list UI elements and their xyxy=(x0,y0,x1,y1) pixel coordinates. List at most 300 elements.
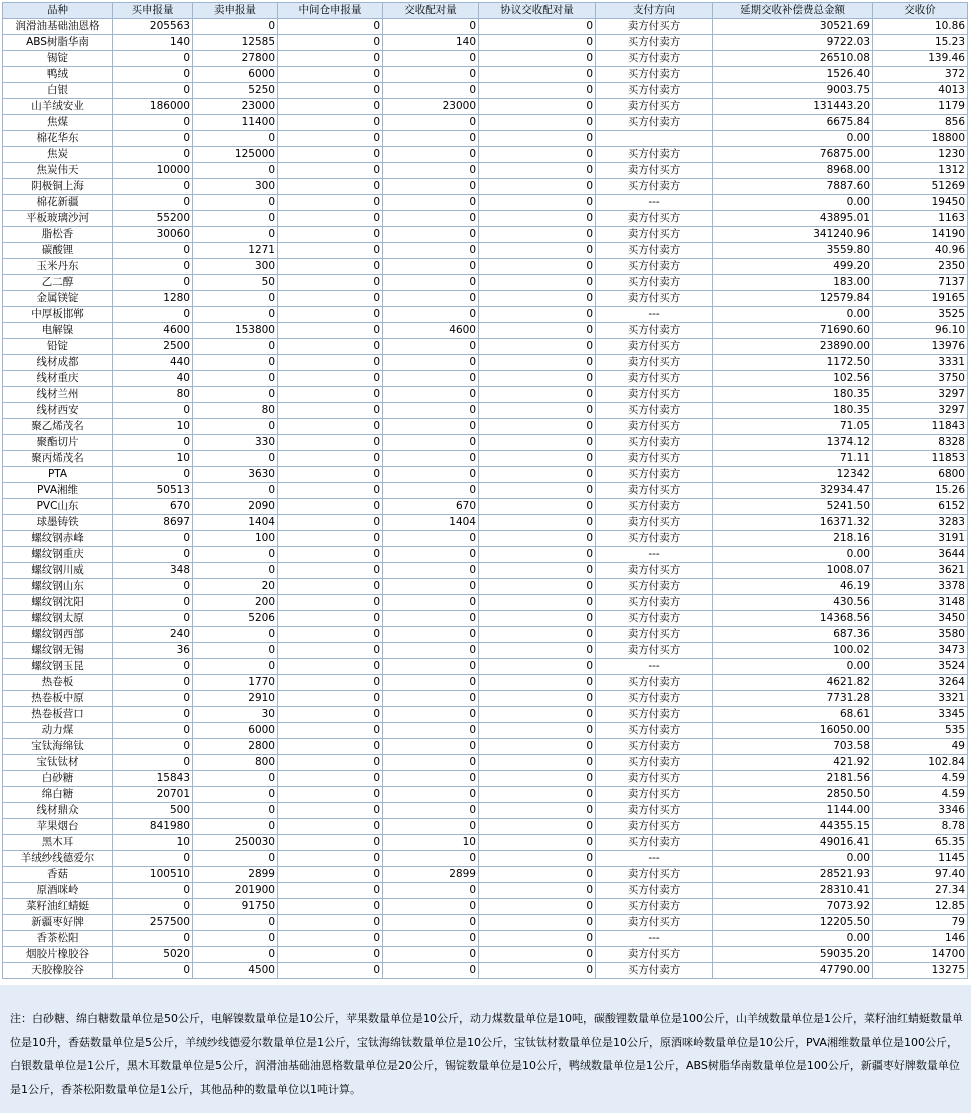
cell-variety: 棉花华东 xyxy=(3,131,113,147)
cell-compensation-total: 421.92 xyxy=(713,755,873,771)
cell-variety: 天胶橡胶谷 xyxy=(3,963,113,979)
cell-compensation-total: 102.56 xyxy=(713,371,873,387)
cell-buy-declared: 0 xyxy=(113,755,193,771)
cell-intermediate-declared: 0 xyxy=(278,323,383,339)
cell-sell-declared: 200 xyxy=(193,595,278,611)
cell-intermediate-declared: 0 xyxy=(278,131,383,147)
cell-matched-quantity: 0 xyxy=(383,595,479,611)
cell-matched-quantity: 0 xyxy=(383,67,479,83)
cell-sell-declared: 12585 xyxy=(193,35,278,51)
cell-intermediate-declared: 0 xyxy=(278,355,383,371)
table-row xyxy=(3,227,968,243)
cell-settlement-price: 3750 xyxy=(873,371,968,387)
table-row xyxy=(3,99,968,115)
cell-agreement-matched: 0 xyxy=(479,179,596,195)
cell-payment-direction: 卖方付买方 xyxy=(596,787,713,803)
table-row xyxy=(3,307,968,323)
cell-settlement-price: 1230 xyxy=(873,147,968,163)
cell-compensation-total: 28310.41 xyxy=(713,883,873,899)
cell-intermediate-declared: 0 xyxy=(278,579,383,595)
table-row xyxy=(3,323,968,339)
cell-payment-direction: 买方付卖方 xyxy=(596,755,713,771)
cell-agreement-matched: 0 xyxy=(479,355,596,371)
cell-matched-quantity: 0 xyxy=(383,627,479,643)
cell-payment-direction: 卖方付买方 xyxy=(596,819,713,835)
cell-variety: 阴极铜上海 xyxy=(3,179,113,195)
cell-compensation-total: 76875.00 xyxy=(713,147,873,163)
cell-agreement-matched: 0 xyxy=(479,675,596,691)
cell-settlement-price: 13976 xyxy=(873,339,968,355)
cell-sell-declared: 0 xyxy=(193,195,278,211)
cell-sell-declared: 91750 xyxy=(193,899,278,915)
table-row xyxy=(3,291,968,307)
cell-payment-direction: 买方付卖方 xyxy=(596,115,713,131)
cell-intermediate-declared: 0 xyxy=(278,499,383,515)
cell-intermediate-declared: 0 xyxy=(278,531,383,547)
cell-sell-declared: 0 xyxy=(193,787,278,803)
cell-variety: 羊绒纱线德爱尔 xyxy=(3,851,113,867)
cell-settlement-price: 15.26 xyxy=(873,483,968,499)
cell-sell-declared: 0 xyxy=(193,851,278,867)
cell-agreement-matched: 0 xyxy=(479,691,596,707)
cell-settlement-price: 7137 xyxy=(873,275,968,291)
cell-intermediate-declared: 0 xyxy=(278,451,383,467)
cell-sell-declared: 0 xyxy=(193,627,278,643)
cell-compensation-total: 703.58 xyxy=(713,739,873,755)
cell-agreement-matched: 0 xyxy=(479,739,596,755)
cell-payment-direction: 买方付卖方 xyxy=(596,147,713,163)
cell-agreement-matched: 0 xyxy=(479,547,596,563)
cell-compensation-total: 43895.01 xyxy=(713,211,873,227)
cell-intermediate-declared: 0 xyxy=(278,915,383,931)
cell-sell-declared: 30 xyxy=(193,707,278,723)
cell-buy-declared: 10000 xyxy=(113,163,193,179)
cell-agreement-matched: 0 xyxy=(479,499,596,515)
cell-buy-declared: 8697 xyxy=(113,515,193,531)
cell-payment-direction: 买方付卖方 xyxy=(596,243,713,259)
cell-intermediate-declared: 0 xyxy=(278,483,383,499)
cell-matched-quantity: 140 xyxy=(383,35,479,51)
cell-intermediate-declared: 0 xyxy=(278,227,383,243)
cell-sell-declared: 0 xyxy=(193,819,278,835)
table-row xyxy=(3,675,968,691)
header-buy-declared: 买申报量 xyxy=(113,3,193,19)
settlement-table xyxy=(2,2,968,979)
cell-matched-quantity: 0 xyxy=(383,115,479,131)
cell-intermediate-declared: 0 xyxy=(278,643,383,659)
cell-matched-quantity: 0 xyxy=(383,883,479,899)
cell-buy-declared: 10 xyxy=(113,835,193,851)
cell-settlement-price: 12.85 xyxy=(873,899,968,915)
cell-buy-declared: 0 xyxy=(113,611,193,627)
cell-agreement-matched: 0 xyxy=(479,515,596,531)
cell-variety: 苹果烟台 xyxy=(3,819,113,835)
cell-variety: 玉米丹东 xyxy=(3,259,113,275)
cell-buy-declared: 140 xyxy=(113,35,193,51)
cell-settlement-price: 6800 xyxy=(873,467,968,483)
cell-sell-declared: 800 xyxy=(193,755,278,771)
cell-sell-declared: 300 xyxy=(193,259,278,275)
cell-buy-declared: 841980 xyxy=(113,819,193,835)
table-row xyxy=(3,835,968,851)
cell-intermediate-declared: 0 xyxy=(278,883,383,899)
cell-buy-declared: 0 xyxy=(113,675,193,691)
cell-payment-direction: --- xyxy=(596,307,713,323)
table-row xyxy=(3,627,968,643)
cell-sell-declared: 2800 xyxy=(193,739,278,755)
cell-buy-declared: 0 xyxy=(113,547,193,563)
table-row xyxy=(3,531,968,547)
cell-settlement-price: 40.96 xyxy=(873,243,968,259)
cell-buy-declared: 240 xyxy=(113,627,193,643)
cell-matched-quantity: 0 xyxy=(383,131,479,147)
cell-buy-declared: 0 xyxy=(113,83,193,99)
cell-buy-declared: 5020 xyxy=(113,947,193,963)
cell-sell-declared: 0 xyxy=(193,355,278,371)
cell-settlement-price: 10.86 xyxy=(873,19,968,35)
cell-sell-declared: 0 xyxy=(193,643,278,659)
cell-intermediate-declared: 0 xyxy=(278,99,383,115)
cell-matched-quantity: 0 xyxy=(383,371,479,387)
table-row xyxy=(3,243,968,259)
cell-settlement-price: 4.59 xyxy=(873,771,968,787)
cell-agreement-matched: 0 xyxy=(479,419,596,435)
cell-matched-quantity: 0 xyxy=(383,83,479,99)
cell-matched-quantity: 0 xyxy=(383,179,479,195)
cell-sell-declared: 0 xyxy=(193,131,278,147)
cell-matched-quantity: 670 xyxy=(383,499,479,515)
header-settlement-price: 交收价 xyxy=(873,3,968,19)
cell-settlement-price: 3450 xyxy=(873,611,968,627)
cell-buy-declared: 30060 xyxy=(113,227,193,243)
cell-settlement-price: 79 xyxy=(873,915,968,931)
cell-matched-quantity: 1404 xyxy=(383,515,479,531)
cell-settlement-price: 51269 xyxy=(873,179,968,195)
cell-settlement-price: 1163 xyxy=(873,211,968,227)
cell-variety: 新疆枣好牌 xyxy=(3,915,113,931)
cell-settlement-price: 3346 xyxy=(873,803,968,819)
cell-variety: 脂松香 xyxy=(3,227,113,243)
cell-sell-declared: 6000 xyxy=(193,67,278,83)
table-row xyxy=(3,643,968,659)
cell-sell-declared: 201900 xyxy=(193,883,278,899)
cell-settlement-price: 139.46 xyxy=(873,51,968,67)
cell-matched-quantity: 0 xyxy=(383,643,479,659)
cell-compensation-total: 7731.28 xyxy=(713,691,873,707)
cell-agreement-matched: 0 xyxy=(479,483,596,499)
cell-intermediate-declared: 0 xyxy=(278,867,383,883)
cell-compensation-total: 30521.69 xyxy=(713,19,873,35)
cell-compensation-total: 0.00 xyxy=(713,307,873,323)
cell-matched-quantity: 0 xyxy=(383,163,479,179)
footnote: 注：白砂糖、绵白糖数量单位是50公斤，电解镍数量单位是10公斤，苹果数量单位是10公斤，动力煤数量单位是10吨，碳酸锂数量单位是100公斤，山羊绒数量单位是1公斤，菜籽油红蜻蜓数量单位是10升，香菇数量单位是5公斤，羊绒纱线德爱尔数量单位是1公斤，宝钛海绵钛数量单位是10公斤，宝钛钛材数量单位是10公斤，原酒咪岭数量单位是10公斤，PVA湘维数量单位是100公斤，白银数量单位是1公斤，黑木耳数量单位是5公斤，润滑油基础油恩格数量单位是20公斤，锡锭数量单位是10公斤，鸭绒数量单位是1公斤，ABS树脂华南数量单位是100公斤，新疆枣好牌数量单位是1公斤，香茶松阳数量单位是1公斤，其他品种的数量单位以1吨计算。 xyxy=(0,985,971,1113)
cell-compensation-total: 8968.00 xyxy=(713,163,873,179)
cell-agreement-matched: 0 xyxy=(479,195,596,211)
table-body xyxy=(3,19,968,979)
cell-settlement-price: 2350 xyxy=(873,259,968,275)
cell-compensation-total: 59035.20 xyxy=(713,947,873,963)
table-row xyxy=(3,211,968,227)
cell-sell-declared: 0 xyxy=(193,419,278,435)
cell-matched-quantity: 4600 xyxy=(383,323,479,339)
cell-payment-direction: 卖方付买方 xyxy=(596,99,713,115)
cell-compensation-total: 32934.47 xyxy=(713,483,873,499)
cell-intermediate-declared: 0 xyxy=(278,611,383,627)
cell-agreement-matched: 0 xyxy=(479,435,596,451)
cell-compensation-total: 1374.12 xyxy=(713,435,873,451)
cell-sell-declared: 0 xyxy=(193,307,278,323)
cell-compensation-total: 341240.96 xyxy=(713,227,873,243)
cell-payment-direction: 买方付卖方 xyxy=(596,259,713,275)
cell-settlement-price: 3297 xyxy=(873,403,968,419)
cell-sell-declared: 0 xyxy=(193,931,278,947)
cell-matched-quantity: 0 xyxy=(383,387,479,403)
cell-agreement-matched: 0 xyxy=(479,323,596,339)
cell-intermediate-declared: 0 xyxy=(278,755,383,771)
cell-buy-declared: 0 xyxy=(113,931,193,947)
cell-compensation-total: 218.16 xyxy=(713,531,873,547)
cell-compensation-total: 68.61 xyxy=(713,707,873,723)
cell-payment-direction: 买方付卖方 xyxy=(596,739,713,755)
cell-buy-declared: 0 xyxy=(113,147,193,163)
cell-intermediate-declared: 0 xyxy=(278,835,383,851)
cell-sell-declared: 0 xyxy=(193,659,278,675)
cell-buy-declared: 0 xyxy=(113,659,193,675)
cell-variety: 螺纹钢无锡 xyxy=(3,643,113,659)
cell-variety: 聚酯切片 xyxy=(3,435,113,451)
cell-compensation-total: 16050.00 xyxy=(713,723,873,739)
cell-matched-quantity: 0 xyxy=(383,211,479,227)
cell-buy-declared: 0 xyxy=(113,131,193,147)
cell-variety: 棉花新疆 xyxy=(3,195,113,211)
cell-buy-declared: 36 xyxy=(113,643,193,659)
cell-payment-direction: 买方付卖方 xyxy=(596,323,713,339)
cell-payment-direction: --- xyxy=(596,931,713,947)
cell-buy-declared: 50513 xyxy=(113,483,193,499)
cell-compensation-total: 2850.50 xyxy=(713,787,873,803)
cell-payment-direction: 卖方付买方 xyxy=(596,947,713,963)
cell-intermediate-declared: 0 xyxy=(278,403,383,419)
cell-compensation-total: 14368.56 xyxy=(713,611,873,627)
cell-settlement-price: 49 xyxy=(873,739,968,755)
table-row xyxy=(3,355,968,371)
cell-variety: PTA xyxy=(3,467,113,483)
cell-buy-declared: 0 xyxy=(113,851,193,867)
cell-payment-direction: 买方付卖方 xyxy=(596,67,713,83)
cell-variety: 锡锭 xyxy=(3,51,113,67)
cell-agreement-matched: 0 xyxy=(479,227,596,243)
cell-variety: 螺纹钢重庆 xyxy=(3,547,113,563)
cell-agreement-matched: 0 xyxy=(479,339,596,355)
cell-settlement-price: 1312 xyxy=(873,163,968,179)
cell-variety: 润滑油基础油恩格 xyxy=(3,19,113,35)
cell-buy-declared: 55200 xyxy=(113,211,193,227)
table-row xyxy=(3,163,968,179)
cell-buy-declared: 0 xyxy=(113,899,193,915)
cell-settlement-price: 15.23 xyxy=(873,35,968,51)
cell-agreement-matched: 0 xyxy=(479,387,596,403)
cell-buy-declared: 0 xyxy=(113,179,193,195)
cell-variety: 碳酸锂 xyxy=(3,243,113,259)
cell-agreement-matched: 0 xyxy=(479,579,596,595)
cell-agreement-matched: 0 xyxy=(479,147,596,163)
cell-variety: 螺纹钢西部 xyxy=(3,627,113,643)
cell-payment-direction: 卖方付买方 xyxy=(596,803,713,819)
cell-intermediate-declared: 0 xyxy=(278,771,383,787)
cell-agreement-matched: 0 xyxy=(479,563,596,579)
table-row xyxy=(3,595,968,611)
cell-intermediate-declared: 0 xyxy=(278,19,383,35)
header-intermediate-declared: 中间仓申报量 xyxy=(278,3,383,19)
cell-agreement-matched: 0 xyxy=(479,371,596,387)
cell-variety: PVA湘维 xyxy=(3,483,113,499)
cell-intermediate-declared: 0 xyxy=(278,467,383,483)
cell-compensation-total: 49016.41 xyxy=(713,835,873,851)
header-compensation-total: 延期交收补偿费总金额 xyxy=(713,3,873,19)
cell-variety: 烟胶片橡胶谷 xyxy=(3,947,113,963)
cell-settlement-price: 3644 xyxy=(873,547,968,563)
cell-sell-declared: 0 xyxy=(193,227,278,243)
cell-sell-declared: 4500 xyxy=(193,963,278,979)
cell-agreement-matched: 0 xyxy=(479,643,596,659)
table-row xyxy=(3,883,968,899)
cell-settlement-price: 13275 xyxy=(873,963,968,979)
cell-compensation-total: 7887.60 xyxy=(713,179,873,195)
cell-compensation-total: 0.00 xyxy=(713,659,873,675)
table-row xyxy=(3,707,968,723)
cell-matched-quantity: 0 xyxy=(383,739,479,755)
cell-buy-declared: 0 xyxy=(113,435,193,451)
cell-matched-quantity: 0 xyxy=(383,195,479,211)
cell-compensation-total: 2181.56 xyxy=(713,771,873,787)
cell-sell-declared: 5250 xyxy=(193,83,278,99)
table-row xyxy=(3,691,968,707)
cell-settlement-price: 8328 xyxy=(873,435,968,451)
cell-variety: 动力煤 xyxy=(3,723,113,739)
cell-matched-quantity: 0 xyxy=(383,467,479,483)
cell-compensation-total: 12342 xyxy=(713,467,873,483)
cell-settlement-price: 19165 xyxy=(873,291,968,307)
cell-settlement-price: 4013 xyxy=(873,83,968,99)
cell-settlement-price: 3524 xyxy=(873,659,968,675)
cell-payment-direction: 买方付卖方 xyxy=(596,595,713,611)
cell-sell-declared: 2910 xyxy=(193,691,278,707)
cell-sell-declared: 0 xyxy=(193,771,278,787)
cell-payment-direction xyxy=(596,131,713,147)
cell-agreement-matched: 0 xyxy=(479,931,596,947)
cell-sell-declared: 0 xyxy=(193,947,278,963)
cell-payment-direction: 买方付卖方 xyxy=(596,51,713,67)
cell-variety: 金属镁锭 xyxy=(3,291,113,307)
cell-matched-quantity: 0 xyxy=(383,931,479,947)
cell-sell-declared: 0 xyxy=(193,563,278,579)
table-row xyxy=(3,947,968,963)
cell-sell-declared: 0 xyxy=(193,803,278,819)
cell-payment-direction: 买方付卖方 xyxy=(596,579,713,595)
cell-compensation-total: 23890.00 xyxy=(713,339,873,355)
cell-sell-declared: 1271 xyxy=(193,243,278,259)
cell-agreement-matched: 0 xyxy=(479,867,596,883)
cell-compensation-total: 0.00 xyxy=(713,131,873,147)
table-row xyxy=(3,739,968,755)
cell-agreement-matched: 0 xyxy=(479,595,596,611)
cell-matched-quantity: 10 xyxy=(383,835,479,851)
table-row xyxy=(3,195,968,211)
cell-compensation-total: 0.00 xyxy=(713,931,873,947)
cell-agreement-matched: 0 xyxy=(479,291,596,307)
cell-buy-declared: 2500 xyxy=(113,339,193,355)
cell-variety: 螺纹钢川威 xyxy=(3,563,113,579)
header-matched-quantity: 交收配对量 xyxy=(383,3,479,19)
cell-payment-direction: 卖方付买方 xyxy=(596,643,713,659)
cell-agreement-matched: 0 xyxy=(479,819,596,835)
table-row xyxy=(3,371,968,387)
cell-matched-quantity: 0 xyxy=(383,707,479,723)
cell-matched-quantity: 0 xyxy=(383,419,479,435)
table-row xyxy=(3,803,968,819)
cell-intermediate-declared: 0 xyxy=(278,259,383,275)
cell-payment-direction: 卖方付买方 xyxy=(596,211,713,227)
table-row xyxy=(3,339,968,355)
cell-payment-direction: 卖方付买方 xyxy=(596,915,713,931)
cell-variety: 热卷板 xyxy=(3,675,113,691)
cell-settlement-price: 535 xyxy=(873,723,968,739)
cell-payment-direction: 卖方付买方 xyxy=(596,771,713,787)
cell-intermediate-declared: 0 xyxy=(278,83,383,99)
cell-agreement-matched: 0 xyxy=(479,163,596,179)
cell-matched-quantity: 0 xyxy=(383,483,479,499)
cell-compensation-total: 12579.84 xyxy=(713,291,873,307)
cell-variety: 螺纹钢赤峰 xyxy=(3,531,113,547)
cell-settlement-price: 3264 xyxy=(873,675,968,691)
cell-intermediate-declared: 0 xyxy=(278,339,383,355)
cell-compensation-total: 1172.50 xyxy=(713,355,873,371)
cell-variety: 宝钛钛材 xyxy=(3,755,113,771)
cell-variety: 螺纹钢山东 xyxy=(3,579,113,595)
cell-compensation-total: 180.35 xyxy=(713,403,873,419)
cell-intermediate-declared: 0 xyxy=(278,51,383,67)
cell-settlement-price: 11853 xyxy=(873,451,968,467)
cell-variety: 线材鼎众 xyxy=(3,803,113,819)
cell-intermediate-declared: 0 xyxy=(278,803,383,819)
cell-buy-declared: 0 xyxy=(113,467,193,483)
table-row xyxy=(3,771,968,787)
cell-matched-quantity: 0 xyxy=(383,243,479,259)
cell-intermediate-declared: 0 xyxy=(278,387,383,403)
cell-compensation-total: 100.02 xyxy=(713,643,873,659)
cell-variety: 线材兰州 xyxy=(3,387,113,403)
table-row xyxy=(3,755,968,771)
settlement-table-container xyxy=(2,2,969,979)
cell-buy-declared: 80 xyxy=(113,387,193,403)
cell-settlement-price: 3283 xyxy=(873,515,968,531)
cell-settlement-price: 3191 xyxy=(873,531,968,547)
cell-intermediate-declared: 0 xyxy=(278,899,383,915)
cell-intermediate-declared: 0 xyxy=(278,947,383,963)
table-row xyxy=(3,179,968,195)
cell-buy-declared: 0 xyxy=(113,259,193,275)
cell-intermediate-declared: 0 xyxy=(278,67,383,83)
cell-buy-declared: 10 xyxy=(113,419,193,435)
cell-matched-quantity: 0 xyxy=(383,435,479,451)
cell-payment-direction: 卖方付买方 xyxy=(596,371,713,387)
cell-variety: 绵白糖 xyxy=(3,787,113,803)
cell-compensation-total: 7073.92 xyxy=(713,899,873,915)
cell-matched-quantity: 0 xyxy=(383,915,479,931)
header-payment-direction: 支付方向 xyxy=(596,3,713,19)
cell-variety: 螺纹钢玉昆 xyxy=(3,659,113,675)
cell-agreement-matched: 0 xyxy=(479,131,596,147)
